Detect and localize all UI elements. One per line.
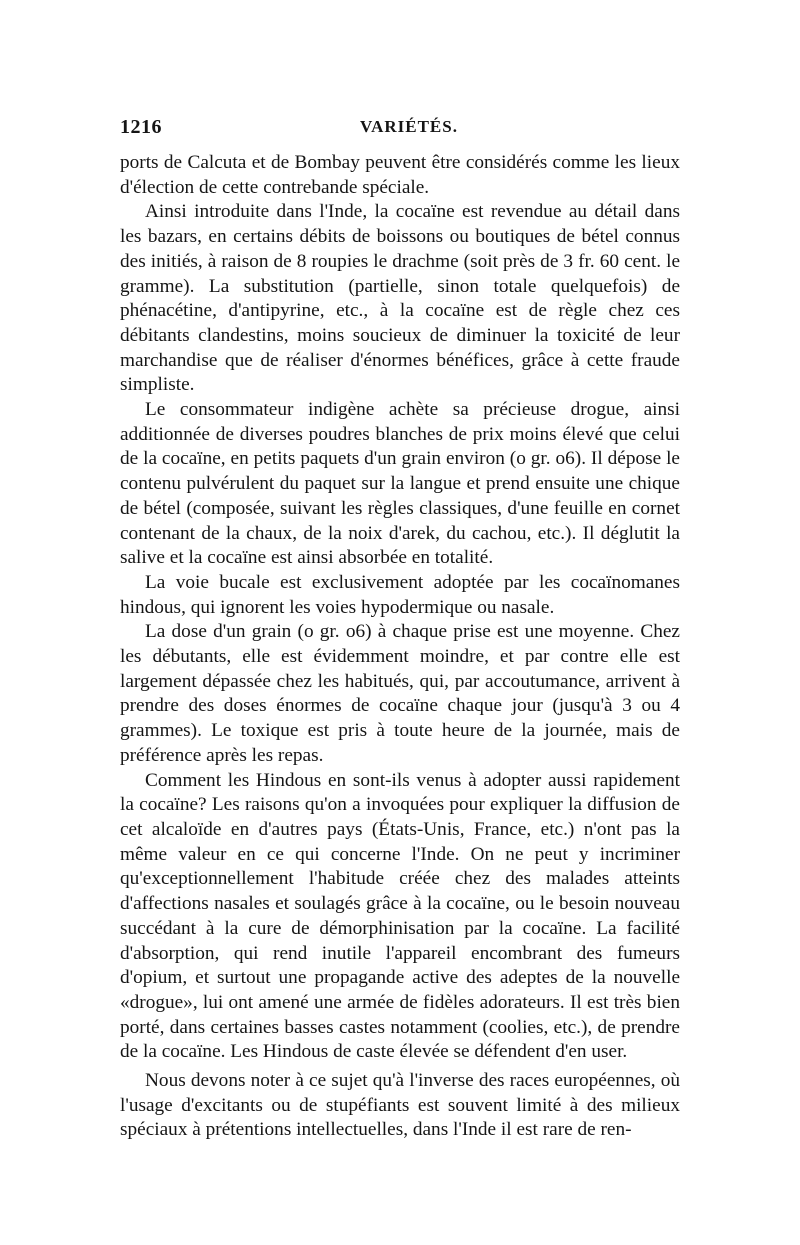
page-number: 1216 bbox=[120, 116, 162, 138]
paragraph-continuation: ports de Calcuta et de Bombay peuvent être considérés comme les lieux d'élection de cette contrebande spéciale. bbox=[120, 152, 680, 198]
document-page bbox=[120, 114, 680, 1143]
paragraph-consumption: Le consommateur indigène achète sa précieuse drogue, ainsi additionnée de diverses poudres blanches de prix moins élevé que celui de la cocaïne, en petits paquets d'un grain environ (o gr. o6). Il dépose le contenu pulvérulent du paquet sur la langue et prend ensuite une chique de bétel (composée, suivant les règles classiques, d'une feuille en cornet contenant de la chaux, de la noix d'arek, du cachou, etc.). Il déglutit la salive et la cocaïne est ainsi absorbée en totalité. bbox=[120, 399, 680, 569]
body-text bbox=[120, 151, 680, 1143]
paragraph-closing: Nous devons noter à ce sujet qu'à l'inverse des races européennes, où l'usage d'excitants ou de stupéfiants est souvent limité à des milieux spéciaux à prétentions intellectuelles, dans l'Inde il est rare de ren- bbox=[120, 1070, 680, 1141]
paragraph-oral-route: La voie bucale est exclusivement adoptée par les cocaïnomanes hindous, qui ignorent les voies hypodermique ou nasale. bbox=[120, 571, 680, 618]
paragraph-reasons: Comment les Hindous en sont-ils venus à adopter aussi rapidement la cocaïne? Les raisons qu'on a invoquées pour expliquer la diffusion de cet alcaloïde en d'autres pays (États-Unis, France, etc.) n'ont pas la même valeur en ce qui concerne l'Inde. On ne peut y incriminer qu'exceptionnellement l'habitude créée chez des malades atteints d'affections nasales et soulagés grâce à la cocaïne, ou le besoin nouveau succédant à la cure de démorphinisation par la cocaïne. La facilité d'absorption, qui rend inutile l'appareil encombrant des fumeurs d'opium, et surtout une propagande active des adeptes de la nouvelle «drogue», lui ont amené une armée de fidèles adorateurs. Il est très bien porté, dans certaines basses castes notamment (coolies, etc.), de prendre de la cocaïne. Les Hindous de caste élevée se défendent d'en user. bbox=[120, 769, 680, 1063]
running-title: VARIÉTÉS. bbox=[360, 117, 458, 136]
paragraph-distribution: Ainsi introduite dans l'Inde, la cocaïne est revendue au détail dans les bazars, en certains débits de boissons ou boutiques de bétel connus des initiés, à raison de 8 roupies le drachme (soit près de 3 fr. 60 cent. le gramme). La substitution (partielle, sinon totale quelquefois) de phénacétine, d'antipyrine, etc., à la cocaïne est de règle chez ces débitants clandestins, moins soucieux de diminuer la toxicité de leur marchandise que de réaliser d'énormes bénéfices, grâce à cette fraude simpliste. bbox=[120, 201, 680, 396]
paragraph-dosage: La dose d'un grain (o gr. o6) à chaque prise est une moyenne. Chez les débutants, elle est évidemment moindre, et par contre elle est largement dépassée chez les habitués, qui, par accoutumance, arrivent à prendre des doses énormes de cocaïne chaque jour (jusqu'à 3 ou 4 grammes). Le toxique est pris à toute heure de la journée, mais de préférence après les repas. bbox=[120, 621, 680, 766]
running-header bbox=[120, 114, 680, 146]
